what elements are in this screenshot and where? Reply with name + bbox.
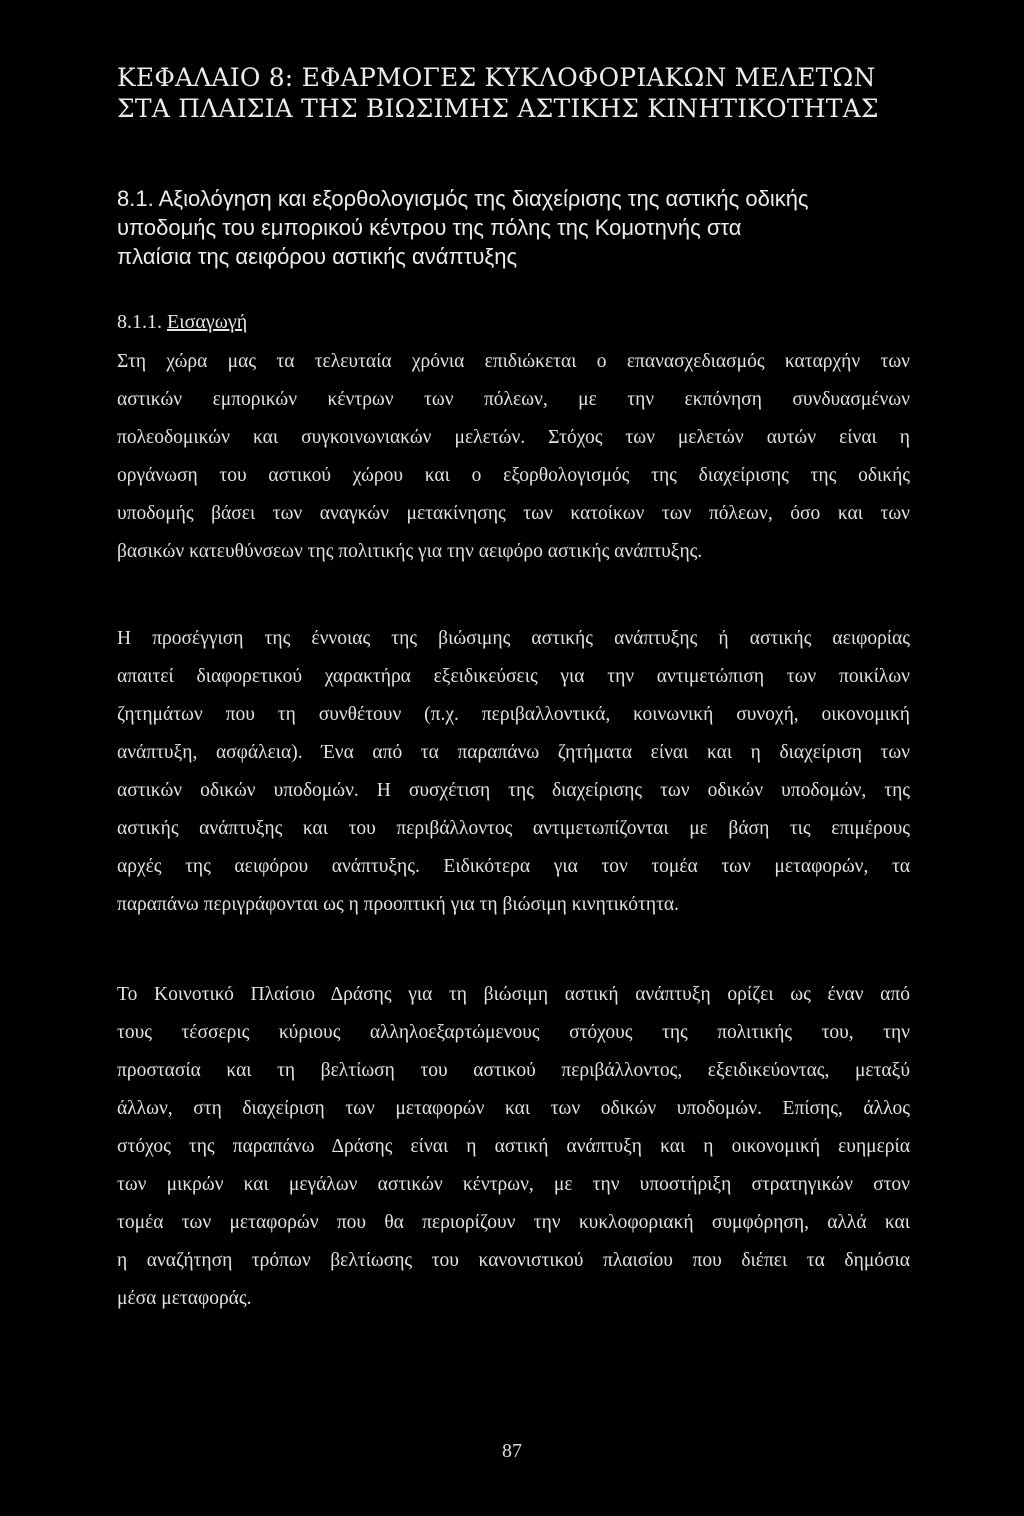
paragraph-line: άλλων, στη διαχείριση των μεταφορών και των οδικών υποδομών. Επίσης, άλλος [117,1098,910,1119]
chapter-title-line: ΚΕΦΑΛΑΙΟ 8: ΕΦΑΡΜΟΓΕΣ ΚΥΚΛΟΦΟΡΙΑΚΩΝ ΜΕΛΕΤΩΝ [117,63,876,92]
section-title-line: υποδομής του εμπορικού κέντρου της πόλης της Κομοτηνής στα [117,215,742,240]
paragraph-line: ζητημάτων που τη συνθέτουν (π.χ. περιβαλλοντικά, κοινωνική συνοχή, οικονομική [117,704,910,725]
paragraph-line: στόχος της παραπάνω Δράσης είναι η αστική ανάπτυξη και η οικονομική ευημερία [117,1136,910,1157]
page-number: 87 [502,1440,522,1462]
paragraph-line: των μικρών και μεγάλων αστικών κέντρων, με την υποστήριξη στρατηγικών στον [117,1174,910,1195]
paragraph-line: αστικής ανάπτυξης και του περιβάλλοντος αντιμετωπίζονται με βάση τις επιμέρους [117,818,910,839]
paragraph-line: ανάπτυξη, ασφάλεια). Ένα από τα παραπάνω ζητήματα είναι και η διαχείριση των [117,742,910,763]
paragraph-line: τομέα των μεταφορών που θα περιορίζουν την κυκλοφοριακή συμφόρηση, αλλά και [117,1212,910,1233]
paragraph-line: η αναζήτηση τρόπων βελτίωσης του κανονιστικού πλαισίου που διέπει τα δημόσια [117,1250,910,1271]
section-title [117,184,937,271]
paragraph-line: παραπάνω περιγράφονται ως η προοπτική για τη βιώσιμη κινητικότητα. [117,894,680,915]
subsection-title [117,309,247,335]
paragraph-line: Το Κοινοτικό Πλαίσιο Δράσης για τη βιώσιμη αστική ανάπτυξη ορίζει ως έναν από [117,984,910,1005]
paragraph-line: Στη χώρα μας τα τελευταία χρόνια επιδιώκεται ο επανασχεδιασμός καταρχήν των [117,351,910,372]
paragraph-line: αρχές της αειφόρου ανάπτυξης. Ειδικότερα για τον τομέα των μεταφορών, τα [117,856,910,877]
subsection-heading: Εισαγωγή [167,311,248,333]
paragraph-line: προστασία και τη βελτίωση του αστικού περιβάλλοντος, εξειδικεύοντας, μεταξύ [117,1060,910,1081]
paragraph-line: αστικών εμπορικών κέντρων των πόλεων, με την εκπόνηση συνδυασμένων [117,389,910,410]
paragraph-intro [117,343,910,571]
chapter-title-line: ΣΤΑ ΠΛΑΙΣΙΑ ΤΗΣ ΒΙΩΣΙΜΗΣ ΑΣΤΙΚΗΣ ΚΙΝΗΤΙΚΟΤΗΤΑΣ [117,94,879,123]
paragraph-sustainability [117,620,910,924]
paragraph-line: Η προσέγγιση της έννοιας της βιώσιμης αστικής ανάπτυξης ή αστικής αειφορίας [117,628,910,649]
paragraph-framework [117,976,910,1318]
chapter-title [117,62,917,124]
section-title-line: 8.1. Αξιολόγηση και εξορθολογισμός της διαχείρισης της αστικής οδικής [117,186,809,211]
paragraph-line: τους τέσσερις κύριους αλληλοεξαρτώμενους στόχους της πολιτικής του, την [117,1022,910,1043]
subsection-number: 8.1.1. [117,311,162,333]
paragraph-line: μέσα μεταφοράς. [117,1288,252,1309]
paragraph-line: απαιτεί διαφορετικού χαρακτήρα εξειδικεύσεις για την αντιμετώπιση των ποικίλων [117,666,910,687]
paragraph-line: υποδομής βάσει των αναγκών μετακίνησης των κατοίκων των πόλεων, όσο και των [117,503,910,524]
section-title-line: πλαίσια της αειφόρου αστικής ανάπτυξης [117,244,518,269]
paragraph-line: βασικών κατευθύνσεων της πολιτικής για την αειφόρο αστικής ανάπτυξης. [117,541,703,562]
paragraph-line: πολεοδομικών και συγκοινωνιακών μελετών. Στόχος των μελετών αυτών είναι η [117,427,910,448]
paragraph-line: αστικών οδικών υποδομών. Η συσχέτιση της διαχείρισης των οδικών υποδομών, της [117,780,910,801]
paragraph-line: οργάνωση του αστικού χώρου και ο εξορθολογισμός της διαχείρισης της οδικής [117,465,910,486]
